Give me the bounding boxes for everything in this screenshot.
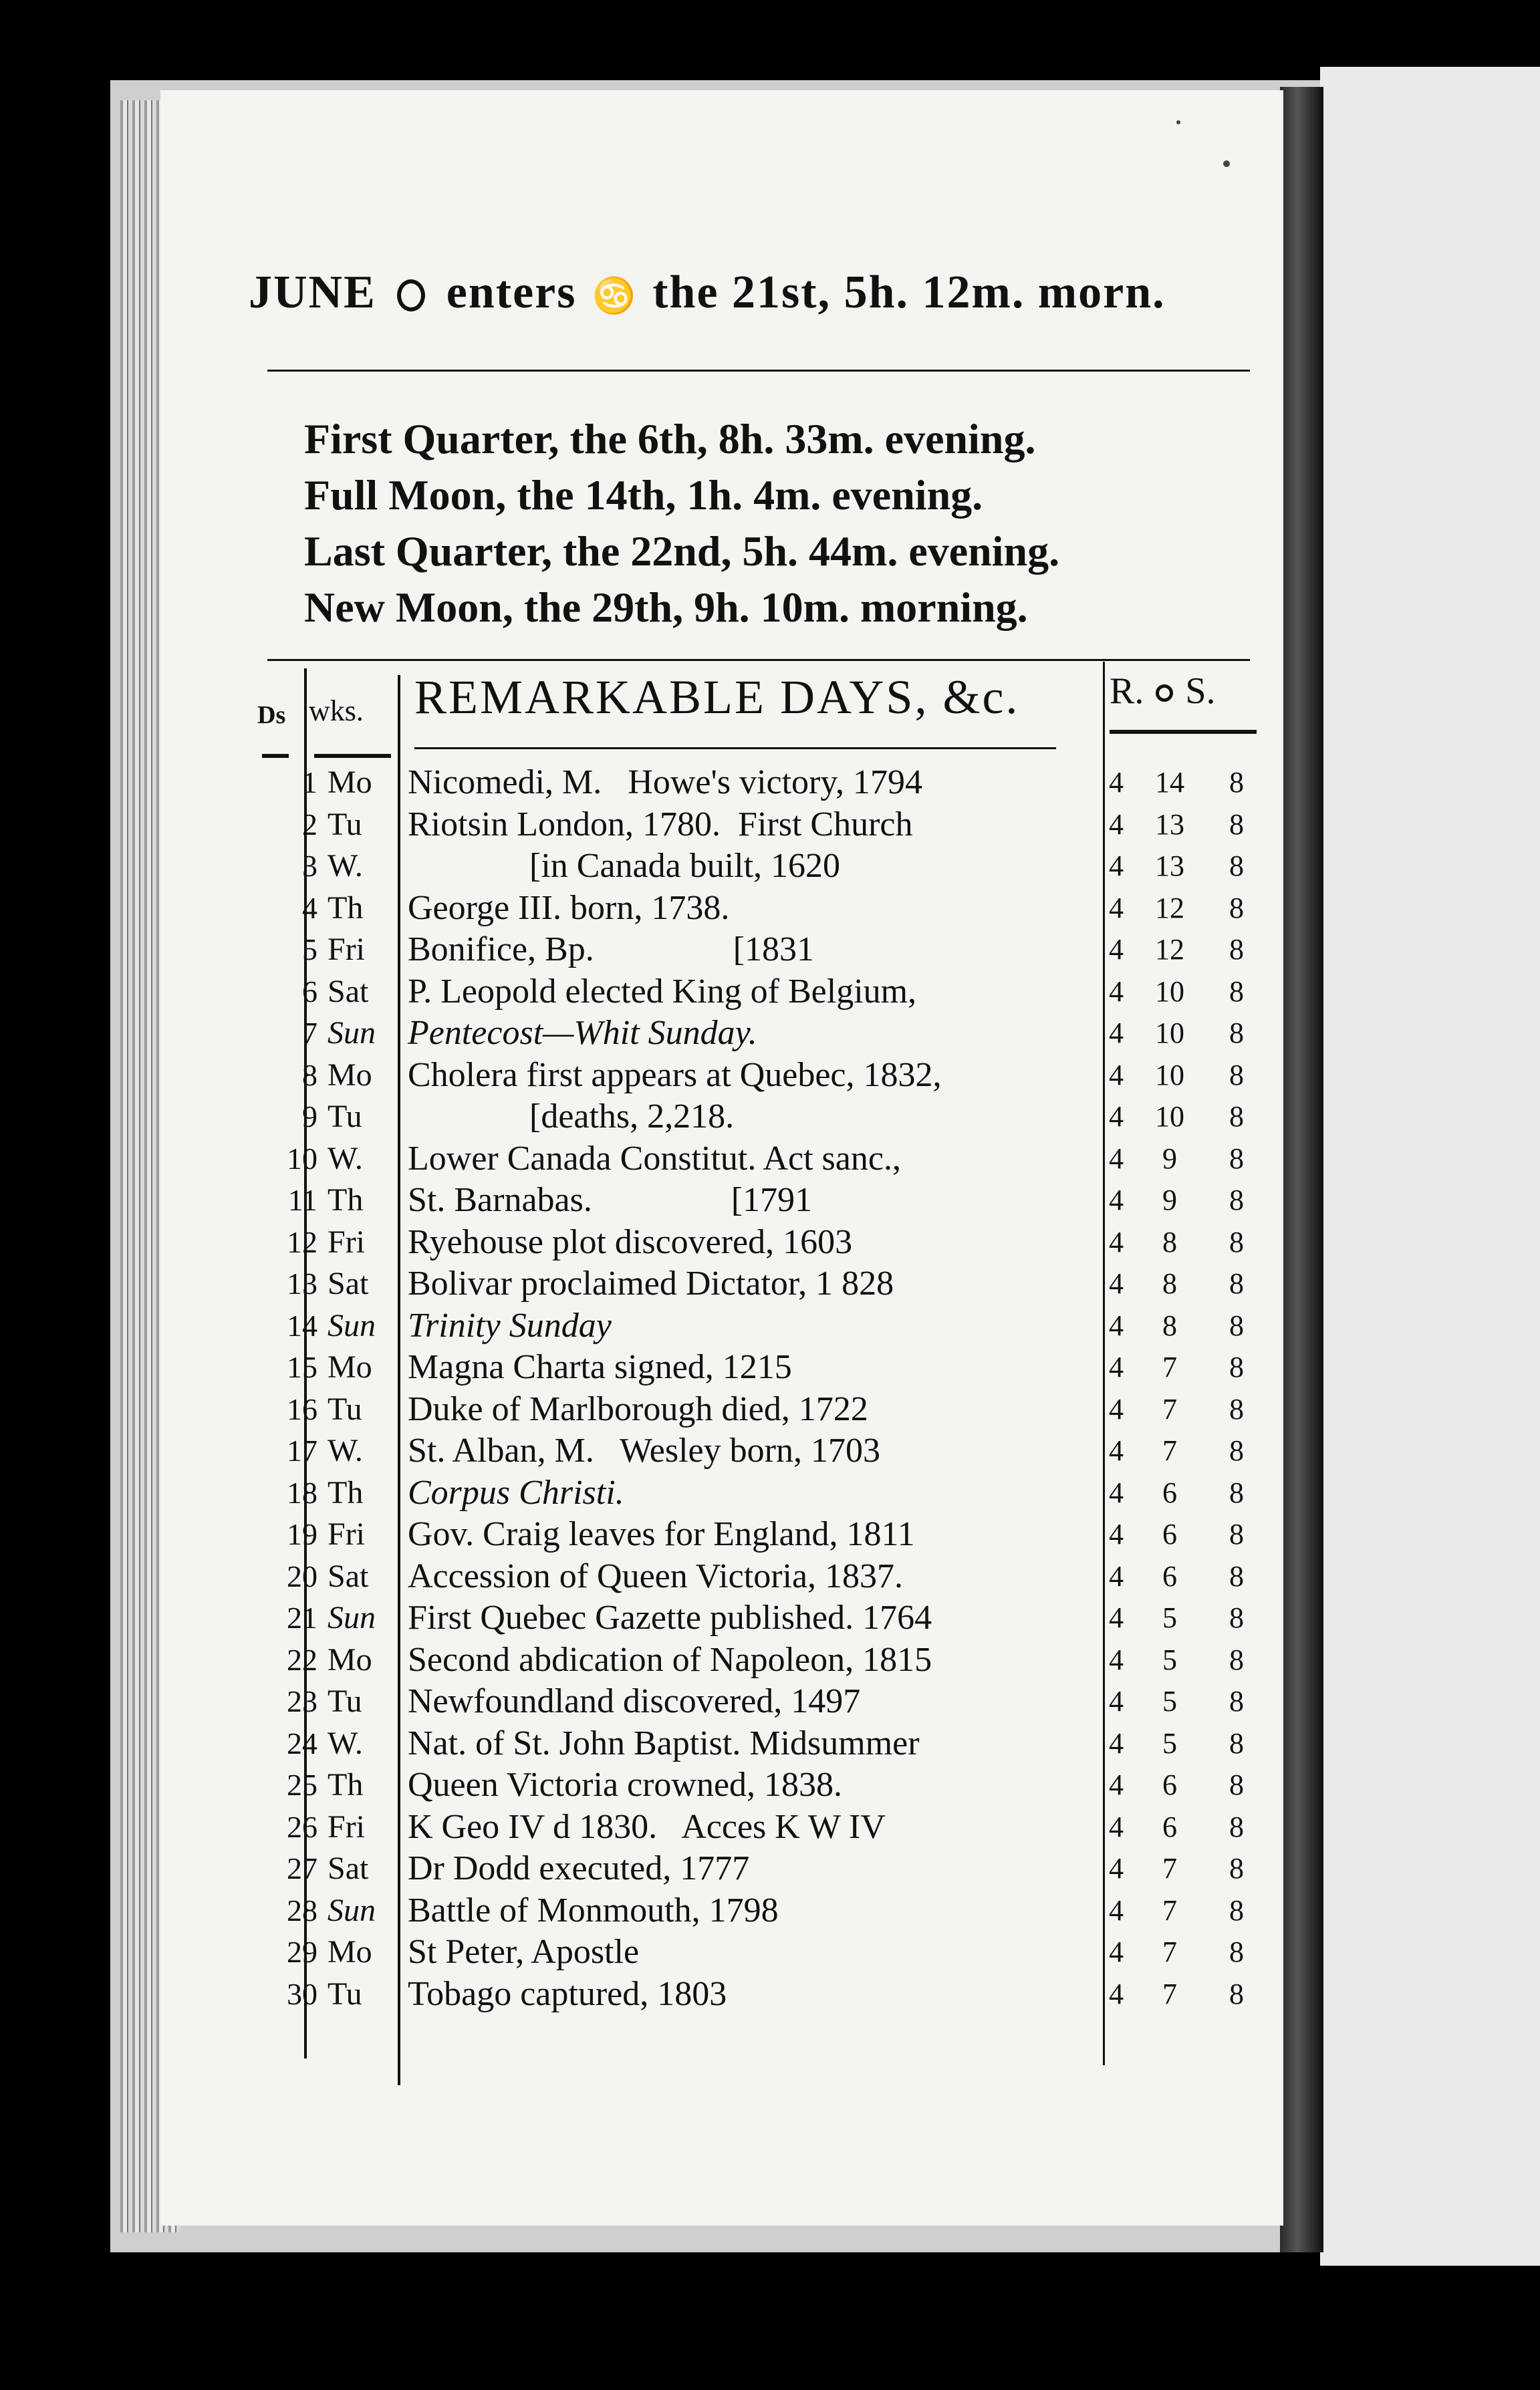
sunrise-hour: 4: [1109, 1392, 1124, 1426]
sunrise-minute: 9: [1162, 1142, 1177, 1175]
sunset-hour: 8: [1229, 1058, 1244, 1091]
day-number: 16: [287, 1391, 317, 1426]
sunset-hour: 8: [1229, 933, 1244, 966]
sunrise-minute: 6: [1162, 1518, 1177, 1551]
day-number: 8: [302, 1057, 317, 1092]
event-text: Ryehouse plot discovered, 1603: [408, 1222, 853, 1261]
weekday: Sun: [328, 1892, 376, 1928]
sunset-hour: 8: [1229, 1685, 1244, 1718]
col-rise-header: [1110, 670, 1216, 712]
day-number: 10: [287, 1141, 317, 1176]
event-text: Dr Dodd executed, 1777: [408, 1849, 750, 1887]
header-date-text: the 21st, 5h. 12m. morn.: [652, 267, 1166, 318]
weekday: Mo: [328, 1057, 372, 1093]
phases-rule: [267, 659, 1250, 661]
sunrise-minute: 6: [1162, 1559, 1177, 1593]
sunrise-minute: 10: [1155, 1058, 1184, 1091]
sunrise-hour: 4: [1109, 1309, 1124, 1342]
sunrise-minute: 6: [1162, 1476, 1177, 1509]
col-weekday-header: wks.: [309, 694, 364, 727]
table-row: [254, 1472, 1290, 1514]
sunset-hour: 8: [1229, 891, 1244, 924]
enters-text: enters: [446, 267, 577, 318]
event-text: Nicomedi, M. Howe's victory, 1794: [408, 763, 922, 801]
event-text: St. Alban, M. Wesley born, 1703: [408, 1432, 880, 1470]
sunrise-minute: 7: [1162, 1977, 1177, 2010]
sunrise-minute: 10: [1155, 1017, 1184, 1049]
table-row: [254, 1764, 1290, 1806]
sunset-hour: 8: [1229, 1184, 1244, 1216]
sunrise-hour: 4: [1109, 933, 1124, 966]
weekday: Tu: [328, 806, 362, 842]
day-number: 15: [287, 1350, 317, 1384]
sunrise-minute: 8: [1162, 1225, 1177, 1258]
table-row: [254, 1597, 1290, 1639]
table-row: [254, 1263, 1290, 1305]
sunrise-minute: 7: [1162, 1852, 1177, 1885]
day-number: 11: [287, 1183, 317, 1217]
sunrise-hour: 4: [1109, 1768, 1124, 1801]
day-number: 14: [287, 1308, 317, 1343]
sunrise-minute: 12: [1155, 933, 1184, 966]
sunrise-hour: 4: [1109, 1184, 1124, 1216]
event-text: P. Leopold elected King of Belgium,: [408, 972, 917, 1011]
sunrise-minute: 7: [1162, 1434, 1177, 1467]
sunset-hour: 8: [1229, 1893, 1244, 1927]
sunrise-hour: 4: [1109, 1601, 1124, 1634]
weekday: Tu: [328, 1976, 362, 2012]
sunrise-hour: 4: [1109, 1100, 1124, 1133]
day-number: 25: [287, 1768, 317, 1802]
day-number: 27: [287, 1851, 317, 1885]
sunrise-minute: 13: [1155, 849, 1184, 882]
table-row: [254, 1347, 1290, 1388]
weekday: Th: [328, 1474, 364, 1510]
sunrise-minute: 7: [1162, 1893, 1177, 1927]
day-number: 23: [287, 1684, 317, 1718]
month-name: JUNE: [249, 267, 376, 318]
sunset-hour: 8: [1229, 1810, 1244, 1843]
sunset-hour: 8: [1229, 1977, 1244, 2010]
weekday: Sun: [328, 1307, 376, 1343]
event-text: Bonifice, Bp. [1831: [408, 930, 815, 968]
month-header: [249, 266, 1238, 319]
table-row: [254, 1430, 1290, 1472]
day-number: 5: [302, 932, 317, 966]
table-row: [254, 1932, 1290, 1973]
sunrise-hour: 4: [1109, 766, 1124, 799]
table-row: [254, 1514, 1290, 1555]
weekday: Sun: [328, 1015, 376, 1051]
event-text: Pentecost—Whit Sunday.: [408, 1014, 757, 1052]
day-number: 28: [287, 1893, 317, 1928]
sunset-hour: 8: [1229, 1852, 1244, 1885]
sunrise-minute: 5: [1162, 1685, 1177, 1718]
weekday: W.: [328, 848, 363, 884]
event-text: [deaths, 2,218.: [408, 1097, 735, 1136]
event-text: Corpus Christi.: [408, 1473, 624, 1512]
facing-page: [1320, 67, 1540, 2266]
sunset-hour: 8: [1229, 1936, 1244, 1968]
event-text: Riotsin London, 1780. First Church: [408, 805, 913, 843]
weekday: Sat: [328, 973, 369, 1009]
sunrise-minute: 10: [1155, 974, 1184, 1008]
set-label: S.: [1185, 670, 1216, 712]
table-row: [254, 1681, 1290, 1722]
events-underline: [414, 747, 1056, 749]
day-number: 3: [302, 849, 317, 883]
day-number: 29: [287, 1935, 317, 1969]
sun-icon: [1156, 684, 1173, 702]
sunrise-hour: 4: [1109, 1518, 1124, 1551]
event-text: Lower Canada Constitut. Act sanc.,: [408, 1139, 901, 1178]
sunrise-hour: 4: [1109, 1977, 1124, 2010]
weekday: Sat: [328, 1558, 369, 1594]
event-text: Trinity Sunday: [408, 1306, 612, 1345]
sunrise-minute: 5: [1162, 1643, 1177, 1676]
sunset-hour: 8: [1229, 974, 1244, 1008]
sunrise-hour: 4: [1109, 1476, 1124, 1509]
table-row: [254, 1013, 1290, 1054]
sunrise-hour: 4: [1109, 1017, 1124, 1049]
weekday: Th: [328, 890, 364, 926]
sunrise-minute: 5: [1162, 1726, 1177, 1760]
phase-new-moon: New Moon, the 29th, 9h. 10m. morning.: [304, 583, 1028, 631]
sunrise-minute: 6: [1162, 1810, 1177, 1843]
sunset-hour: 8: [1229, 1017, 1244, 1049]
sunset-hour: 8: [1229, 1225, 1244, 1258]
sunset-hour: 8: [1229, 1476, 1244, 1509]
event-text: Duke of Marlborough died, 1722: [408, 1389, 868, 1428]
moon-phases: [304, 411, 1240, 636]
weekday: W.: [328, 1433, 363, 1468]
weekday: Fri: [328, 932, 366, 967]
sunrise-hour: 4: [1109, 807, 1124, 841]
day-number: 6: [302, 974, 317, 1009]
sunset-hour: 8: [1229, 1601, 1244, 1634]
sunrise-hour: 4: [1109, 1225, 1124, 1258]
header-rule: [267, 370, 1250, 372]
dust-speck: [1176, 120, 1180, 124]
sunrise-hour: 4: [1109, 849, 1124, 882]
event-text: K Geo IV d 1830. Acces K W IV: [408, 1807, 886, 1846]
rise-label: R.: [1110, 670, 1144, 712]
sunrise-hour: 4: [1109, 1351, 1124, 1383]
event-text: St. Barnabas. [1791: [408, 1181, 813, 1219]
day-number: 2: [302, 807, 317, 841]
day-number: 17: [287, 1434, 317, 1468]
table-row: [254, 888, 1290, 929]
sunset-hour: 8: [1229, 1559, 1244, 1593]
day-number: 21: [287, 1601, 317, 1635]
day-number: 12: [287, 1224, 317, 1259]
weekday: Tu: [328, 1099, 362, 1134]
weekday: Mo: [328, 1641, 372, 1678]
rs-underline: [1110, 730, 1257, 734]
table-row: [254, 1723, 1290, 1764]
table-row: [254, 1890, 1290, 1932]
sunset-hour: 8: [1229, 1518, 1244, 1551]
weekday: Tu: [328, 1391, 362, 1427]
sunrise-hour: 4: [1109, 1893, 1124, 1927]
weekday: W.: [328, 1725, 363, 1761]
sunrise-minute: 13: [1155, 807, 1184, 841]
phase-last-quarter: Last Quarter, the 22nd, 5h. 44m. evening.: [304, 527, 1060, 575]
sun-symbol-icon: [397, 279, 425, 311]
table-row: [254, 1138, 1290, 1180]
sunrise-hour: 4: [1109, 1559, 1124, 1593]
sunrise-hour: 4: [1109, 1810, 1124, 1843]
weekday: Mo: [328, 765, 372, 800]
weekday: Sun: [328, 1600, 376, 1635]
weekday: Th: [328, 1767, 364, 1803]
day-number: 4: [302, 890, 317, 925]
table-row: [254, 1222, 1290, 1263]
weekday: Mo: [328, 1934, 372, 1970]
sunrise-minute: 9: [1162, 1184, 1177, 1216]
sunset-hour: 8: [1229, 1267, 1244, 1300]
sunrise-minute: 14: [1155, 766, 1184, 799]
sunset-hour: 8: [1229, 1142, 1244, 1175]
event-text: Newfoundland discovered, 1497: [408, 1682, 861, 1720]
weekday: Fri: [328, 1809, 366, 1845]
sunset-hour: 8: [1229, 849, 1244, 882]
table-row: [254, 1180, 1290, 1221]
day-number: 22: [287, 1642, 317, 1677]
sunset-hour: 8: [1229, 807, 1244, 841]
cancer-symbol-icon: ♋: [592, 277, 637, 315]
day-number: 1: [302, 765, 317, 799]
table-row: [254, 1807, 1290, 1848]
event-text: Queen Victoria crowned, 1838.: [408, 1766, 843, 1804]
wks-underline: [314, 754, 391, 758]
table-row: [254, 1556, 1290, 1597]
sunrise-minute: 7: [1162, 1351, 1177, 1383]
sunrise-hour: 4: [1109, 1267, 1124, 1300]
sunrise-minute: 6: [1162, 1768, 1177, 1801]
day-number: 19: [287, 1517, 317, 1551]
day-number: 20: [287, 1559, 317, 1593]
sunrise-minute: 12: [1155, 891, 1184, 924]
table-row: [254, 1848, 1290, 1889]
dust-speck: [1223, 160, 1230, 167]
sunset-hour: 8: [1229, 1392, 1244, 1426]
sunrise-minute: 5: [1162, 1601, 1177, 1634]
table-row: [254, 1055, 1290, 1096]
table-row: [254, 1974, 1290, 2015]
sunrise-hour: 4: [1109, 1685, 1124, 1718]
sunrise-hour: 4: [1109, 1852, 1124, 1885]
sunrise-hour: 4: [1109, 974, 1124, 1008]
sunset-hour: 8: [1229, 1351, 1244, 1383]
phase-first-quarter: First Quarter, the 6th, 8h. 33m. evening.: [304, 415, 1036, 462]
sunset-hour: 8: [1229, 1726, 1244, 1760]
ds-underline: [262, 754, 289, 758]
event-text: Cholera first appears at Quebec, 1832,: [408, 1055, 942, 1094]
event-text: Magna Charta signed, 1215: [408, 1348, 792, 1386]
table-row: [254, 929, 1290, 970]
day-number: 7: [302, 1016, 317, 1050]
sunrise-hour: 4: [1109, 1726, 1124, 1760]
day-number: 18: [287, 1475, 317, 1510]
weekday: Sat: [328, 1851, 369, 1886]
event-text: Bolivar proclaimed Dictator, 1 828: [408, 1265, 894, 1303]
day-number: 30: [287, 1976, 317, 2011]
col-events-header: REMARKABLE DAYS, &c.: [414, 670, 1020, 724]
sunset-hour: 8: [1229, 1100, 1244, 1133]
event-text: Accession of Queen Victoria, 1837.: [408, 1557, 904, 1595]
weekday: Th: [328, 1182, 364, 1218]
event-text: Gov. Craig leaves for England, 1811: [408, 1515, 915, 1553]
day-number: 24: [287, 1726, 317, 1760]
sunset-hour: 8: [1229, 1643, 1244, 1676]
sunrise-minute: 10: [1155, 1100, 1184, 1133]
sunrise-minute: 7: [1162, 1936, 1177, 1968]
table-row: [254, 762, 1290, 803]
sunrise-minute: 8: [1162, 1267, 1177, 1300]
table-row: [254, 1639, 1290, 1681]
day-number: 9: [302, 1099, 317, 1134]
sunset-hour: 8: [1229, 1434, 1244, 1467]
event-text: Tobago captured, 1803: [408, 1974, 727, 2013]
sunrise-hour: 4: [1109, 1936, 1124, 1968]
event-text: George III. born, 1738.: [408, 888, 730, 927]
sunrise-hour: 4: [1109, 891, 1124, 924]
weekday: Fri: [328, 1224, 366, 1260]
event-text: [in Canada built, 1620: [408, 847, 841, 885]
table-row: [254, 1305, 1290, 1347]
event-text: Nat. of St. John Baptist. Midsummer: [408, 1724, 920, 1762]
sunrise-hour: 4: [1109, 1058, 1124, 1091]
weekday: Sat: [328, 1266, 369, 1301]
weekday: W.: [328, 1140, 363, 1176]
sunrise-minute: 7: [1162, 1392, 1177, 1426]
event-text: Second abdication of Napoleon, 1815: [408, 1640, 932, 1679]
sunrise-hour: 4: [1109, 1142, 1124, 1175]
sunrise-minute: 8: [1162, 1309, 1177, 1342]
sunrise-hour: 4: [1109, 1643, 1124, 1676]
sunset-hour: 8: [1229, 766, 1244, 799]
day-number: 26: [287, 1809, 317, 1844]
table-row: [254, 845, 1290, 887]
sunset-hour: 8: [1229, 1768, 1244, 1801]
weekday: Fri: [328, 1516, 366, 1552]
table-row: [254, 1096, 1290, 1138]
event-text: St Peter, Apostle: [408, 1933, 640, 1971]
event-text: First Quebec Gazette published. 1764: [408, 1599, 932, 1637]
table-row: [254, 804, 1290, 845]
day-number: 13: [287, 1267, 317, 1301]
event-text: Battle of Monmouth, 1798: [408, 1891, 779, 1930]
table-row: [254, 1389, 1290, 1430]
weekday: Mo: [328, 1349, 372, 1385]
sunset-hour: 8: [1229, 1309, 1244, 1342]
weekday: Tu: [328, 1684, 362, 1719]
phase-full-moon: Full Moon, the 14th, 1h. 4m. evening.: [304, 471, 983, 519]
col-days-header: Ds: [257, 701, 286, 729]
sunrise-hour: 4: [1109, 1434, 1124, 1467]
table-row: [254, 971, 1290, 1013]
